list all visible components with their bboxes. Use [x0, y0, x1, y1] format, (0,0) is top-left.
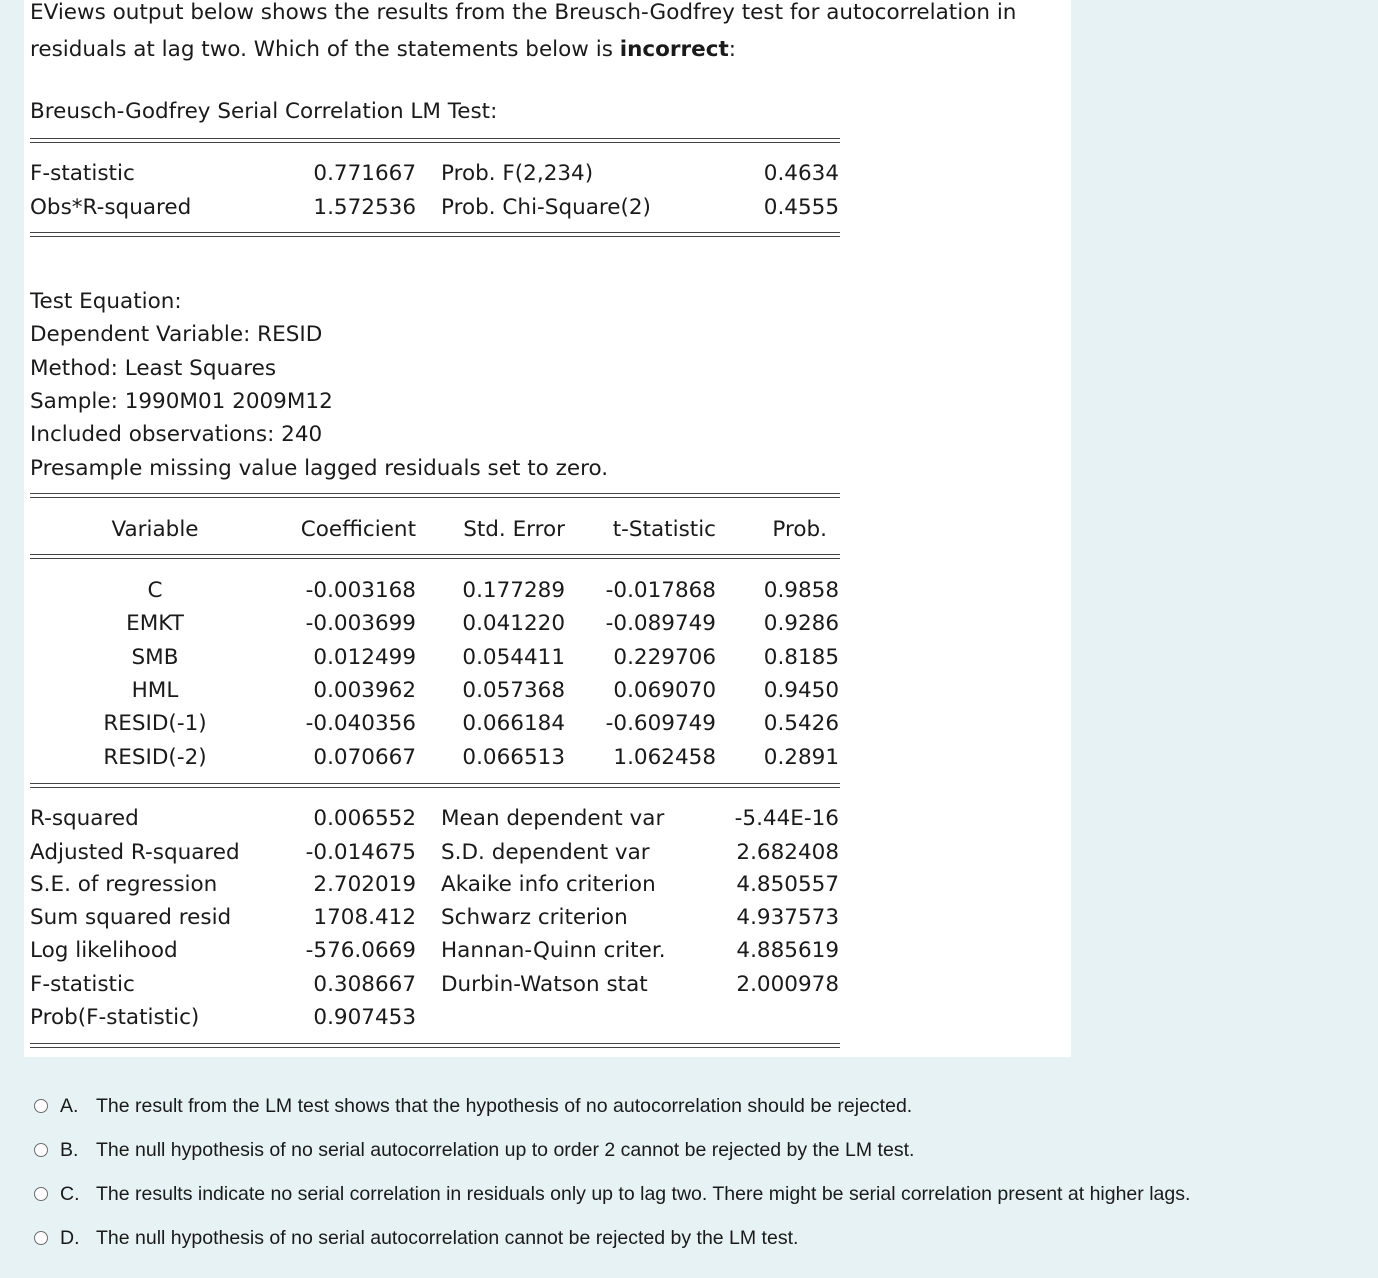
lm-stat-value: 1.572536 [313, 195, 416, 220]
lm-test-title: Breusch-Godfrey Serial Correlation LM Test: [30, 99, 498, 124]
header-t-statistic: t-Statistic [612, 517, 716, 542]
option-text: The result from the LM test shows that the hypothesis of no autocorrelation should be rejected. [96, 1094, 913, 1117]
option-letter: C. [60, 1182, 80, 1205]
lm-stat-label: F-statistic [30, 161, 135, 186]
radio-button-icon[interactable] [34, 1231, 48, 1245]
answer-option-a[interactable] [34, 1093, 912, 1119]
question-line-1: EViews output below shows the results from the Breusch-Godfrey test for autocorrelation in [30, 0, 1017, 25]
equation-line: Dependent Variable: RESID [30, 322, 323, 347]
radio-button-icon[interactable] [34, 1143, 48, 1157]
option-letter: D. [60, 1226, 80, 1249]
header-std-error: Std. Error [463, 517, 565, 542]
header-prob: Prob. [772, 517, 827, 542]
lm-prob-value: 0.4555 [763, 195, 839, 220]
option-letter: A. [60, 1094, 79, 1117]
option-letter: B. [60, 1138, 79, 1161]
table-divider [30, 232, 840, 237]
answer-option-c[interactable] [34, 1181, 1190, 1207]
table-divider [30, 493, 840, 498]
table-divider [30, 554, 840, 559]
header-variable: Variable [111, 517, 199, 542]
radio-button-icon[interactable] [34, 1187, 48, 1201]
table-divider [30, 138, 840, 143]
table-divider [30, 1043, 840, 1048]
equation-line: Test Equation: [30, 289, 182, 314]
answer-option-b[interactable] [34, 1137, 914, 1163]
equation-line: Presample missing value lagged residuals set to zero. [30, 456, 609, 481]
radio-button-icon[interactable] [34, 1099, 48, 1113]
lm-stat-value: 0.771667 [313, 161, 416, 186]
answer-option-d[interactable] [34, 1225, 798, 1251]
option-text: The results indicate no serial correlation in residuals only up to lag two. There might be serial correlation present at higher lags. [96, 1182, 1191, 1205]
table-divider [30, 783, 840, 788]
equation-line: Method: Least Squares [30, 356, 277, 381]
equation-line: Sample: 1990M01 2009M12 [30, 389, 333, 414]
lm-stat-label: Obs*R-squared [30, 195, 192, 220]
equation-line: Included observations: 240 [30, 422, 323, 447]
option-text: The null hypothesis of no serial autocorrelation up to order 2 cannot be rejected by the LM test. [96, 1138, 915, 1161]
header-coefficient: Coefficient [300, 517, 416, 542]
question-line-2: residuals at lag two. Which of the statements below is incorrect: [30, 37, 736, 62]
option-text: The null hypothesis of no serial autocorrelation cannot be rejected by the LM test. [96, 1226, 799, 1249]
lm-prob-label: Prob. Chi-Square(2) [441, 195, 651, 220]
lm-prob-label: Prob. F(2,234) [441, 161, 594, 186]
lm-prob-value: 0.4634 [763, 161, 839, 186]
question-emphasis: incorrect [619, 37, 729, 62]
